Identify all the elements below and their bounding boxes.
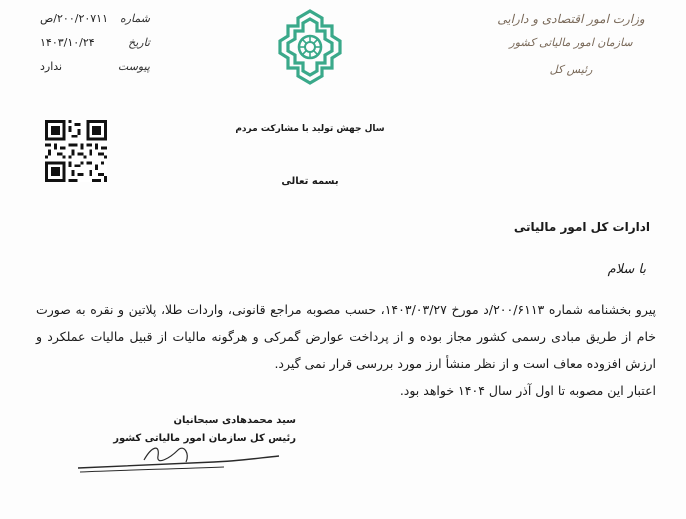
recipient: ادارات کل امور مالیاتی [513, 220, 650, 234]
number-value: ۲۰۰/۲۰۷۱۱/ص [40, 12, 108, 25]
attachment-value: ندارد [40, 60, 63, 73]
date-value: ۱۴۰۳/۱۰/۲۴ [40, 36, 95, 49]
tax-organization-emblem-icon [277, 8, 343, 86]
body-paragraph-1: پیرو بخشنامه شماره ۲۰۰/۶۱۱۳/د مورخ ۱۴۰۳/۰۳/۲۷، حسب مصوبه مراجع قانونی، واردات طلا، پلاتین و نقره به صورت خام از طریق مبادی رسمی کشور مجاز بوده و از پرداخت عوارض گمرکی و هرگونه مالیات از قبیل مالیات عملکرد و ارزش افزوده معاف است و از نظر منشأ ارز مورد بررسی قرار نمی گیرد. [36, 302, 656, 371]
letter-body [36, 296, 656, 404]
year-slogan: سال جهش تولید با مشارکت مردم [235, 124, 385, 134]
organization-header [486, 12, 656, 76]
meta-attachment [40, 60, 150, 84]
attachment-label: پیوست [117, 60, 150, 73]
qr-code-icon [45, 120, 107, 182]
meta-date [40, 36, 150, 60]
signer-name: سید محمدهادی سبحانیان [173, 415, 296, 426]
ministry-line: وزارت امور اقتصادی و دارایی [497, 12, 645, 26]
signer-title: رئیس کل سازمان امور مالیاتی کشور [113, 433, 296, 444]
organization-line: سازمان امور مالیاتی کشور [509, 36, 633, 49]
meta-number [40, 12, 150, 36]
greeting: با سلام [607, 262, 646, 277]
number-label: شماره [119, 12, 150, 25]
handwritten-signature-icon [74, 436, 284, 476]
bismillah: بسمه تعالی [281, 176, 339, 187]
date-label: تاریخ [128, 36, 150, 49]
head-line: رئیس کل [549, 63, 593, 76]
letter-meta [40, 12, 150, 84]
body-paragraph-2: اعتبار این مصوبه تا اول آذر سال ۱۴۰۴ خواهد بود. [399, 383, 656, 398]
